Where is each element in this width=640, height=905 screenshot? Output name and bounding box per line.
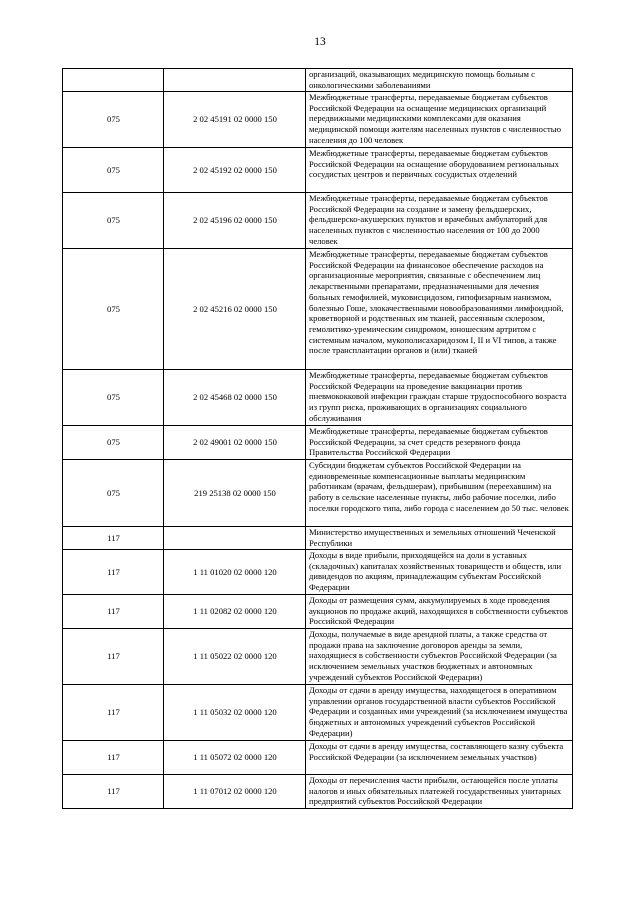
budget-code-cell: [164, 69, 306, 92]
budget-code-cell: 2 02 45468 02 0000 150: [164, 370, 306, 426]
admin-code-cell: 117: [63, 629, 164, 685]
table-row: [63, 69, 573, 92]
page-number: 13: [314, 36, 326, 48]
revenue-name-cell: Министерство имущественных и земельных отношений Чеченской Республики: [309, 527, 556, 548]
admin-code-cell: 075: [63, 249, 164, 370]
budget-code-cell: 1 11 07012 02 0000 120: [164, 775, 306, 809]
table-row: [63, 370, 573, 426]
table-row: [63, 595, 573, 629]
admin-code-cell: 117: [63, 550, 164, 595]
budget-code-cell: 1 11 05032 02 0000 120: [164, 685, 306, 741]
budget-code-cell: 1 11 05022 02 0000 120: [164, 629, 306, 685]
budget-code-cell: [164, 527, 306, 550]
revenue-name-cell: Доходы, получаемые в виде арендной платы, а также средства от продажи права на заключение договоров аренды за земли, находящиеся в собственности субъектов Российской Федерации (за исключением земельных участков бюджетных и автономных учреждений субъектов Российской Федерации): [309, 629, 557, 682]
revenue-name-cell: Межбюджетные трансферты, передаваемые бюджетам субъектов Российской Федерации, за счет средств резервного фонда Правительства Российской Федерации: [309, 426, 548, 458]
admin-code-cell: 117: [63, 527, 164, 550]
revenue-name-cell: Межбюджетные трансферты, передаваемые бюджетам субъектов Российской Федерации на оснащение медицинских организаций передвижными медицинскими комплексами для оказания медицинской помощи жителям населенных пунктов с численностью населения до 100 человек: [309, 92, 562, 145]
table-row: [63, 741, 573, 775]
revenue-name-cell: Доходы от перечисления части прибыли, остающейся после уплаты налогов и иных обязательных платежей государственных унитарных предприятий субъектов Российской Федерации: [309, 775, 562, 807]
admin-code-cell: 075: [63, 460, 164, 527]
revenue-name-cell: Доходы в виде прибыли, приходящейся на доли в уставных (складочных) капиталах хозяйственных товариществ и обществ, или дивидендов по акциям, принадлежащим субъектам Российской Федерации: [309, 550, 562, 593]
budget-code-cell: 2 02 45191 02 0000 150: [164, 92, 306, 148]
revenue-name-cell: Доходы от размещения сумм, аккумулируемых в ходе проведения аукционов по продаже акций, находящихся в собственности субъектов Российской Федерации: [309, 595, 568, 627]
revenue-name-cell: Доходы от сдачи в аренду имущества, находящегося в оперативном управлении органов государственной власти субъектов Российской Федерации и созданных ими учреждений (за исключением имущества бюджетных и автономных учреждений субъектов Российской Федерации): [309, 685, 568, 738]
admin-code-cell: 117: [63, 741, 164, 775]
revenue-name-cell: Межбюджетные трансферты, передаваемые бюджетам субъектов Российской Федерации на создание и замену фельдшерских, фельдшерско-акушерских пунктов и врачебных амбулаторий для населенных пунктов с численностью населения от 100 до 2000 человек: [309, 193, 548, 246]
table-row: [63, 460, 573, 527]
table-row: [63, 92, 573, 148]
budget-code-cell: 2 02 45216 02 0000 150: [164, 249, 306, 370]
admin-code-cell: 075: [63, 426, 164, 460]
admin-code-cell: 117: [63, 595, 164, 629]
admin-code-cell: [63, 69, 164, 92]
budget-classification-table: [62, 68, 573, 809]
admin-code-cell: 075: [63, 148, 164, 193]
table-row: [63, 148, 573, 193]
revenue-name-cell: Субсидии бюджетам субъектов Российской Федерации на единовременные компенсационные выплаты медицинским работникам (врачам, фельдшерам), прибывшим (переехавшим) на работу в сельские населенные пункты, либо рабочие поселки, либо поселки городского типа, либо города с населением до 50 тыс. человек: [309, 460, 569, 513]
admin-code-cell: 075: [63, 193, 164, 249]
revenue-name-cell: Межбюджетные трансферты, передаваемые бюджетам субъектов Российской Федерации на финансовое обеспечение расходов на организационные мероприятия, связанные с обеспечением лиц лекарственными препаратами, предназначенными для лечения больных гемофилией, муковисцидозом, гипофизарным нанизмом, болезнью Гоше, злокачественными новообразованиями лимфоидной, кроветворной и родственных им тканей, рассеянным склерозом, гемолитико-уремическим синдромом, юношеским артритом с системным началом, мукополисахаридозом I, II и VI типов, а также после трансплантации органов и (или) тканей: [309, 249, 564, 356]
admin-code-cell: 075: [63, 92, 164, 148]
budget-code-cell: 2 02 45192 02 0000 150: [164, 148, 306, 193]
table-row: [63, 550, 573, 595]
table-row: [63, 426, 573, 460]
table-row: [63, 249, 573, 370]
admin-code-cell: 075: [63, 370, 164, 426]
revenue-name-cell: Доходы от сдачи в аренду имущества, составляющего казну субъекта Российской Федерации (за исключением земельных участков): [309, 741, 564, 762]
budget-code-cell: 1 11 01020 02 0000 120: [164, 550, 306, 595]
table-row: [63, 775, 573, 809]
table-row: [63, 685, 573, 741]
budget-code-cell: 2 02 45196 02 0000 150: [164, 193, 306, 249]
admin-code-cell: 117: [63, 775, 164, 809]
revenue-name-cell: организаций, оказывающих медицинскую помощь больным с онкологическими заболеваниями: [309, 69, 535, 90]
table-row: [63, 629, 573, 685]
budget-code-cell: 1 11 02082 02 0000 120: [164, 595, 306, 629]
admin-code-cell: 117: [63, 685, 164, 741]
revenue-name-cell: Межбюджетные трансферты, передаваемые бюджетам субъектов Российской Федерации на оснащение оборудованием региональных сосудистых центров и первичных сосудистых отделений: [309, 148, 559, 180]
table-row: [63, 527, 573, 550]
table-row: [63, 193, 573, 249]
revenue-name-cell: Межбюджетные трансферты, передаваемые бюджетам субъектов Российской Федерации на проведение вакцинации против пневмококковой инфекции граждан старше трудоспособного возраста из групп риска, проживающих в организациях социального обслуживания: [309, 370, 567, 423]
budget-code-cell: 1 11 05072 02 0000 120: [164, 741, 306, 775]
budget-code-cell: 219 25138 02 0000 150: [164, 460, 306, 527]
budget-code-cell: 2 02 49001 02 0000 150: [164, 426, 306, 460]
